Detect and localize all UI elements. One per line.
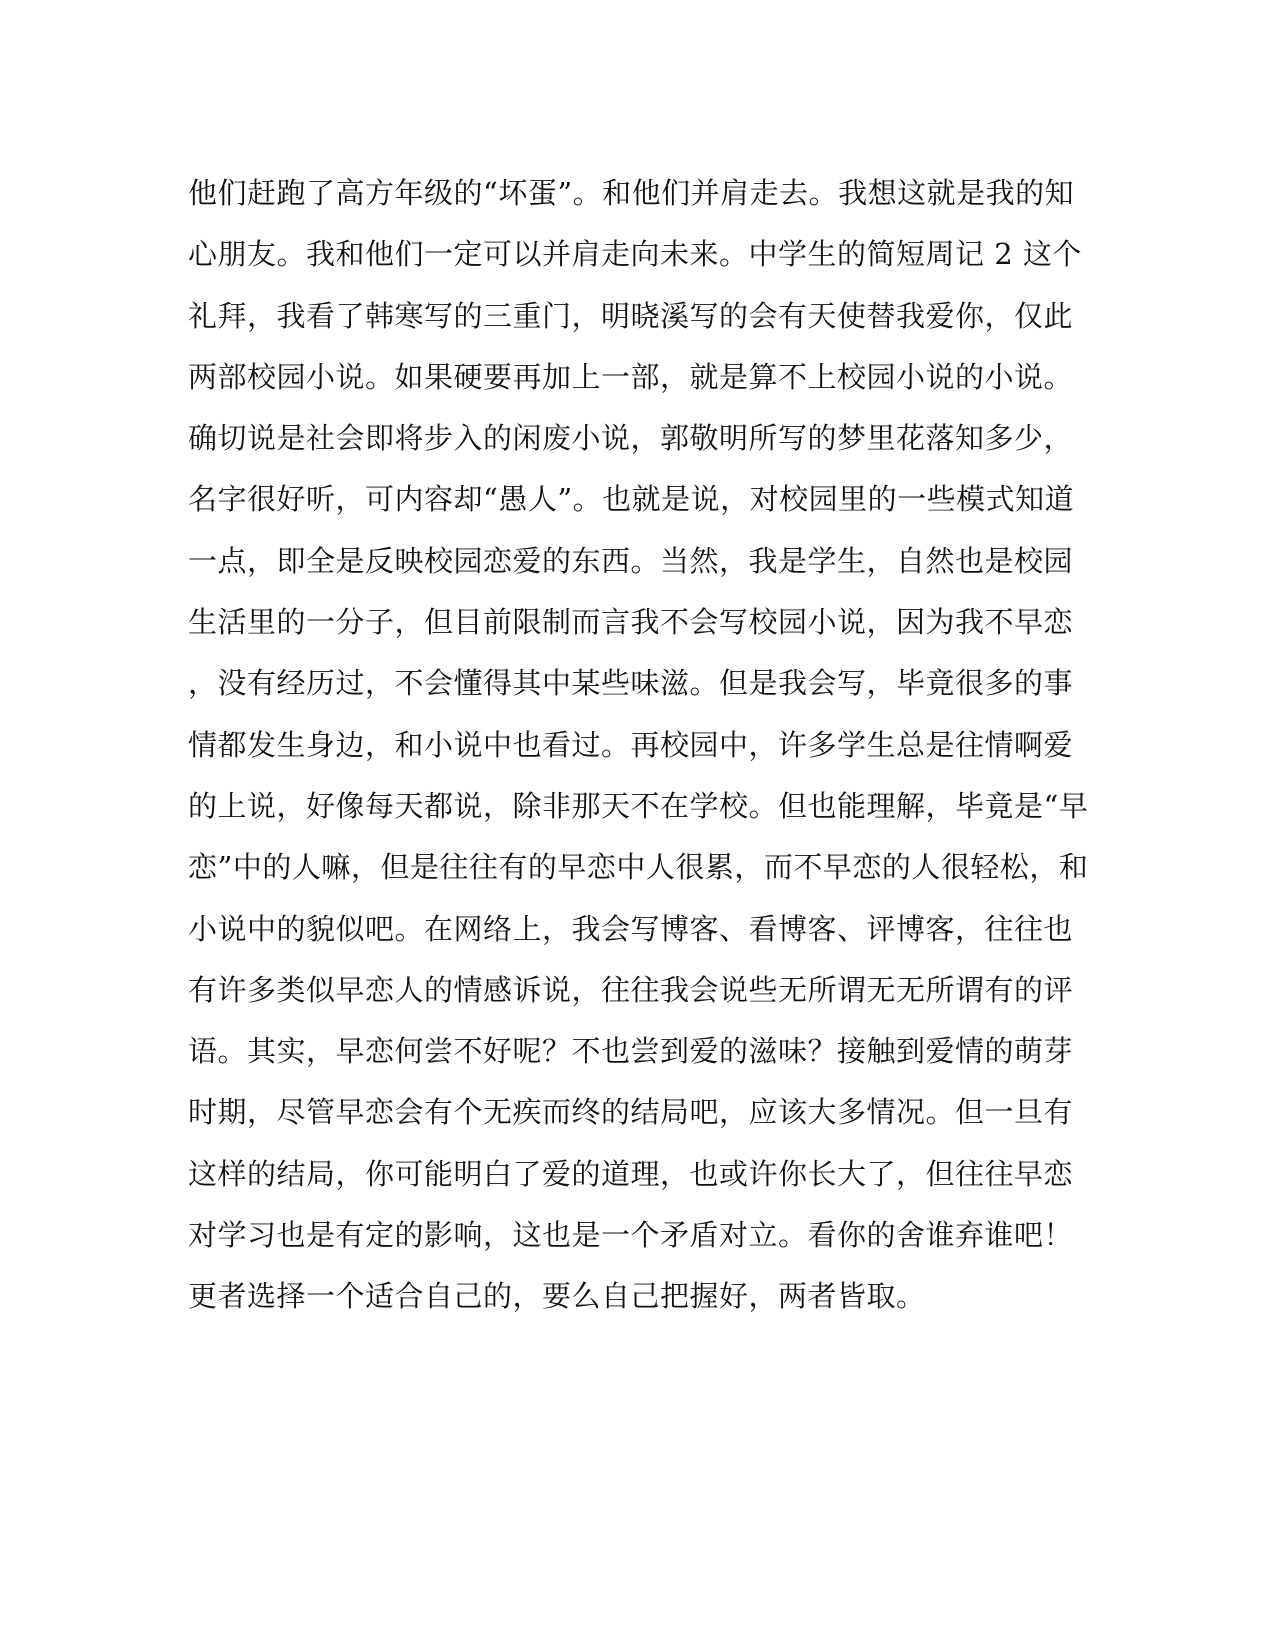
text-line: 的上说，好像每天都说，除非那天不在学校。但也能理解，毕竟是“早	[188, 788, 1089, 823]
text-line: 他们赶跑了高方年级的“坏蛋”。和他们并肩走去。我想这就是我的知	[188, 176, 1075, 210]
text-line: 情都发生身边，和小说中也看过。再校园中，许多学生总是往情啊爱	[188, 727, 1074, 762]
text-line: 这样的结局，你可能明白了爱的道理，也或许你长大了，但往往早恋	[188, 1156, 1074, 1191]
body-text	[188, 163, 1088, 1328]
text-line: 小说中的貌似吧。在网络上，我会写博客、看博客、评博客，往往也	[188, 911, 1074, 946]
text-line: 两部校园小说。如果硬要再加上一部，就是算不上校园小说的小说。	[188, 359, 1074, 394]
text-line: 有许多类似早恋人的情感诉说，往往我会说些无所谓无无所谓有的评	[188, 972, 1074, 1007]
text-line: 心朋友。我和他们一定可以并肩走向未来。中学生的简短周记 2 这个	[188, 237, 1082, 272]
text-line: 确切说是社会即将步入的闲废小说，郭敬明所写的梦里花落知多少，	[188, 421, 1074, 456]
text-line: 礼拜，我看了韩寒写的三重门，明晓溪写的会有天使替我爱你，仅此	[188, 298, 1074, 333]
text-line: 语。其实，早恋何尝不好呢？不也尝到爱的滋味？接触到爱情的萌芽	[188, 1034, 1074, 1069]
text-line: 生活里的一分子，但目前限制而言我不会写校园小说，因为我不早恋	[188, 605, 1074, 640]
text-line: 名字很好听，可内容却“愚人”。也就是说，对校园里的一些模式知道	[188, 482, 1075, 517]
text-line: 更者选择一个适合自己的，要么自己把握好，两者皆取。	[188, 1279, 926, 1314]
text-line: 恋”中的人嘛，但是往往有的早恋中人很累，而不早恋的人很轻松，和	[188, 850, 1089, 885]
text-line: ，没有经历过，不会懂得其中某些味滋。但是我会写，毕竟很多的事	[188, 666, 1074, 701]
text-line: 对学习也是有定的影响，这也是一个矛盾对立。看你的舍谁弃谁吧！	[188, 1218, 1074, 1253]
text-line: 时期，尽管早恋会有个无疾而终的结局吧，应该大多情况。但一旦有	[188, 1095, 1074, 1130]
text-line: 一点，即全是反映校园恋爱的东西。当然，我是学生，自然也是校园	[188, 543, 1074, 578]
